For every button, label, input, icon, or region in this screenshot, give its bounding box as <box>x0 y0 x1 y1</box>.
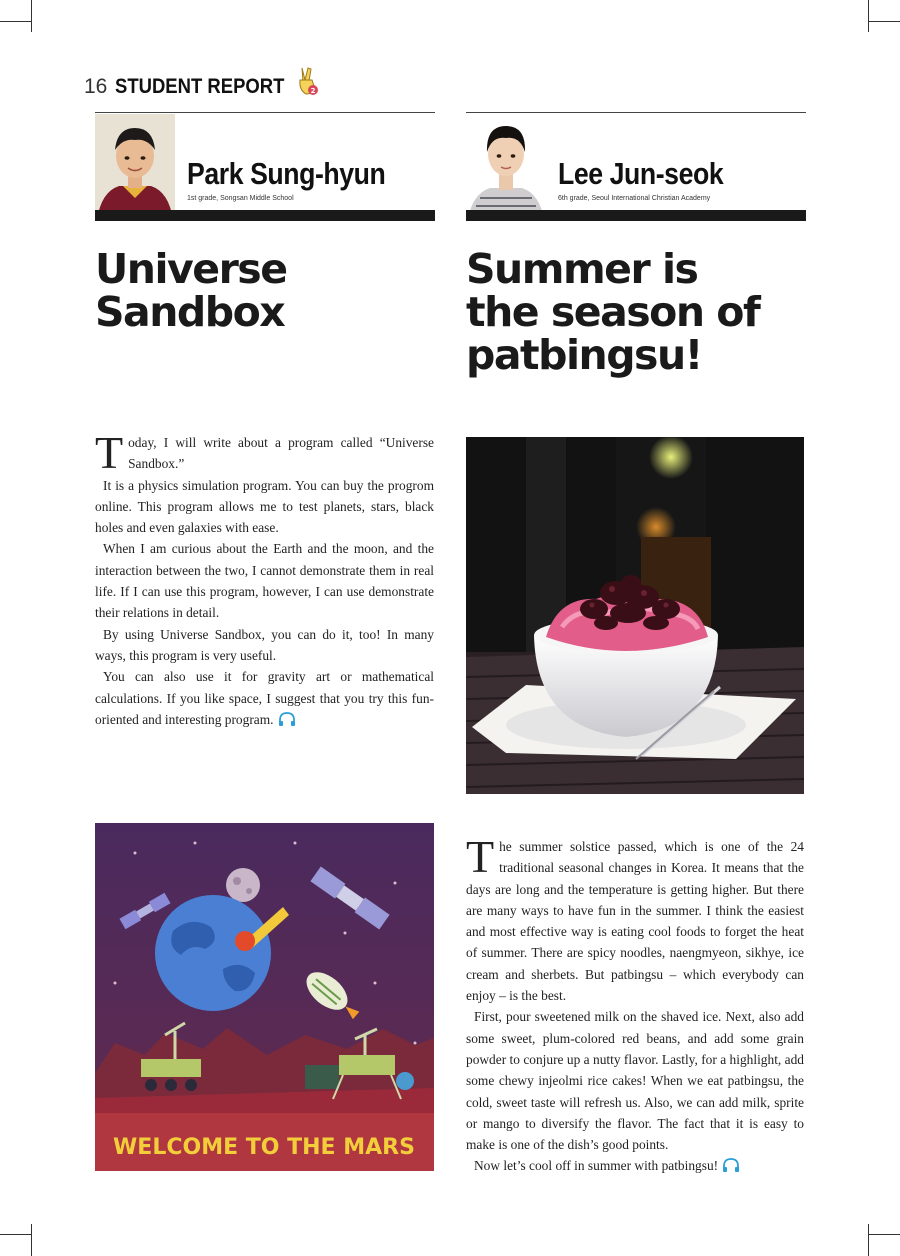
crop-mark <box>868 1234 900 1235</box>
patbingsu-photo <box>466 437 804 794</box>
author-name: Park Sung-hyun <box>187 156 386 191</box>
mars-caption: WELCOME TO THE MARS <box>113 1135 415 1160</box>
page-header <box>84 72 316 102</box>
article-body-right <box>466 831 804 1177</box>
section-title: STUDENT REPORT <box>115 75 285 98</box>
divider <box>466 112 806 113</box>
paragraph: When I am curious about the Earth and the moon, and the interaction between the two, I cannot demonstrate them in real life. If I can use this program, however, I can use demonstrate their relations in detail. <box>95 541 434 621</box>
peace-hand-icon <box>294 66 320 98</box>
author-affiliation: 1st grade, Songsan Middle School <box>187 195 294 202</box>
title-line: patbingsu! <box>466 331 702 379</box>
author-block-right <box>466 112 806 222</box>
drop-cap: T <box>466 831 495 882</box>
paragraph: Now let’s cool off in summer with patbingsu! <box>466 1155 804 1176</box>
paragraph: Today, I will write about a program called “Universe Sandbox.” <box>95 427 434 478</box>
divider-bar <box>466 210 806 221</box>
crop-mark <box>0 21 32 22</box>
paragraph: First, pour sweetened milk on the shaved ice. Next, also add some sweet, plum-colored red beans, and add some grain powder to conjure up a nutty flavor. Lastly, for a highlight, add some chewy injeolmi rice cakes! When we eat patbingsu, the cold, sweet taste will refresh us. Also, we can add milk, sprite or mango to diversify the flavor. The fact that it is easy to make is one of the dish’s good points. <box>466 1009 804 1153</box>
paragraph: You can also use it for gravity art or mathematical calculations. If you like space, I suggest that you try this fun-oriented and interesting program. <box>95 669 434 727</box>
title-line: Sandbox <box>95 288 285 336</box>
paragraph: The summer solstice passed, which is one of the 24 traditional seasonal changes in Korea. It means that the days are long and the temperature is getting higher. But there are many ways to have fun in the summer. I think the easiest and most effective way is eating cool foods to forget the heat of summer. There are spicy noodles, naengmyeon, sikhye, ice cream and sherbets. But patbingsu – which everybody can enjoy – is the best. <box>466 831 804 1004</box>
divider-bar <box>95 210 435 221</box>
author-block-left <box>95 112 435 222</box>
title-line: Universe <box>95 245 287 293</box>
crop-mark <box>868 1224 869 1256</box>
headphones-icon <box>722 1157 740 1173</box>
drop-cap: T <box>95 427 124 478</box>
author-affiliation: 6th grade, Seoul International Christian Academy <box>558 195 711 202</box>
article-title-right <box>466 245 760 379</box>
page-number: 16 <box>84 75 108 98</box>
crop-mark <box>868 21 900 22</box>
crop-mark <box>868 0 869 32</box>
mars-illustration <box>95 823 434 1171</box>
author-name: Lee Jun-seok <box>558 156 724 191</box>
author-photo-lee <box>466 114 546 220</box>
divider <box>95 112 435 113</box>
title-line: Summer is <box>466 245 698 293</box>
crop-mark <box>31 0 32 32</box>
paragraph: By using Universe Sandbox, you can do it, too! In many ways, this program is very useful. <box>95 626 434 663</box>
headphones-icon <box>278 711 296 727</box>
crop-mark <box>31 1224 32 1256</box>
title-line: the season of <box>466 288 760 336</box>
article-body-left <box>95 427 434 730</box>
paragraph: It is a physics simulation program. You can buy the progrom online. This program allows me to test planets, stars, black holes and even galaxies with ease. <box>95 477 434 536</box>
crop-mark <box>0 1234 32 1235</box>
article-title-left <box>95 245 287 336</box>
svg-text:2: 2 <box>310 87 316 95</box>
author-photo-park <box>95 114 175 220</box>
